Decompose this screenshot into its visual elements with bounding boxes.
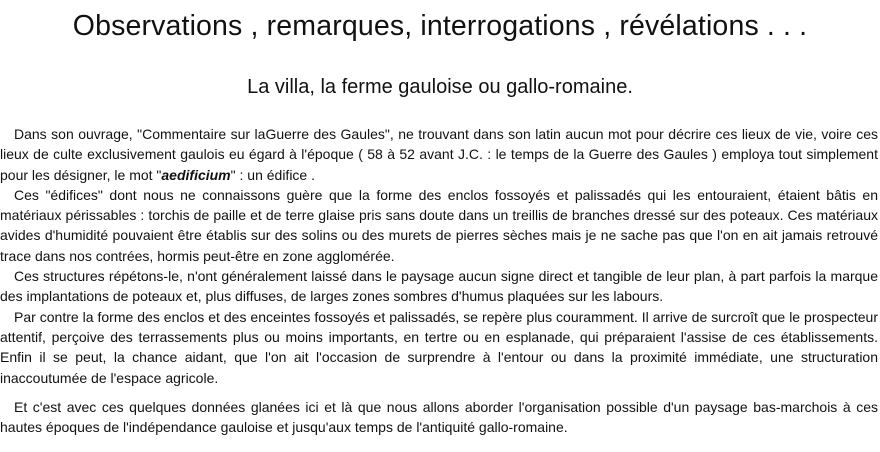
- paragraph-4: Par contre la forme des enclos et des enceintes fossoyés et palissadés, se repère plus couramment. Il arrive de surcroît que le prospecteur attentif, perçoive des terrassements plus ou moins importants, en tertre ou en esplanade, qui préparaient l'assise de ces établissements. Enfin il se peut, la chance aidant, que l'on ait l'occasion de surprendre à l'entour ou dans la proximité immédiate, une structuration inaccoutumée de l'espace agricole.: [0, 308, 878, 386]
- keyword-aedificium: aedificium: [161, 166, 231, 183]
- paragraph-1-text-after: " : un édifice .: [230, 166, 315, 183]
- paragraph-3: Ces structures répétons-le, n'ont généralement laissé dans le paysage aucun signe direct et tangible de leur plan, à part parfois la marque des implantations de poteaux et, plus diffuses, de larges zones sombres d'humus plaquées sur les labours.: [0, 268, 878, 305]
- paragraph-1: [0, 124, 878, 185]
- paragraph-5: Et c'est avec ces quelques données glanées ici et là que nous allons aborder l'organisation possible d'un paysage bas-marchois à ces hautes époques de l'indépendance gauloise et jusqu'aux temps de l'antiquité gallo-romaine.: [0, 398, 878, 436]
- paragraph-2: Ces "édifices" dont nous ne connaissons guère que la forme des enclos fossoyés et palissadés qui les entouraient, étaient bâtis en matériaux périssables : torchis de paille et de terre glaise pris sans doute dans un treillis de branches dressé sur des poteaux. Ces matériaux avides d'humidité pouvaient être établis sur des solins ou des murets de pierres sèches mais je ne sache pas que l'on en ait jamais retrouvé trace dans nos contrées, hormis peut-être en zone agglomérée.: [0, 186, 878, 264]
- article-body: [0, 124, 878, 437]
- page-title: Observations , remarques, interrogations , révélations . . .: [72, 10, 808, 42]
- paragraph-1-text-before: Dans son ouvrage, "Commentaire sur laGuerre des Gaules", ne trouvant dans son latin aucun mot pour décrire ces lieux de vie, voire ces lieux de culte exclusivement gaulois eu égard à l'époque ( 58 à 52 avant J.C. : le temps de la Guerre des Gaules ) employa tout simplement pour les désigner, le mot ": [0, 126, 878, 183]
- page-subtitle: La villa, la ferme gauloise ou gallo-romaine.: [247, 76, 633, 98]
